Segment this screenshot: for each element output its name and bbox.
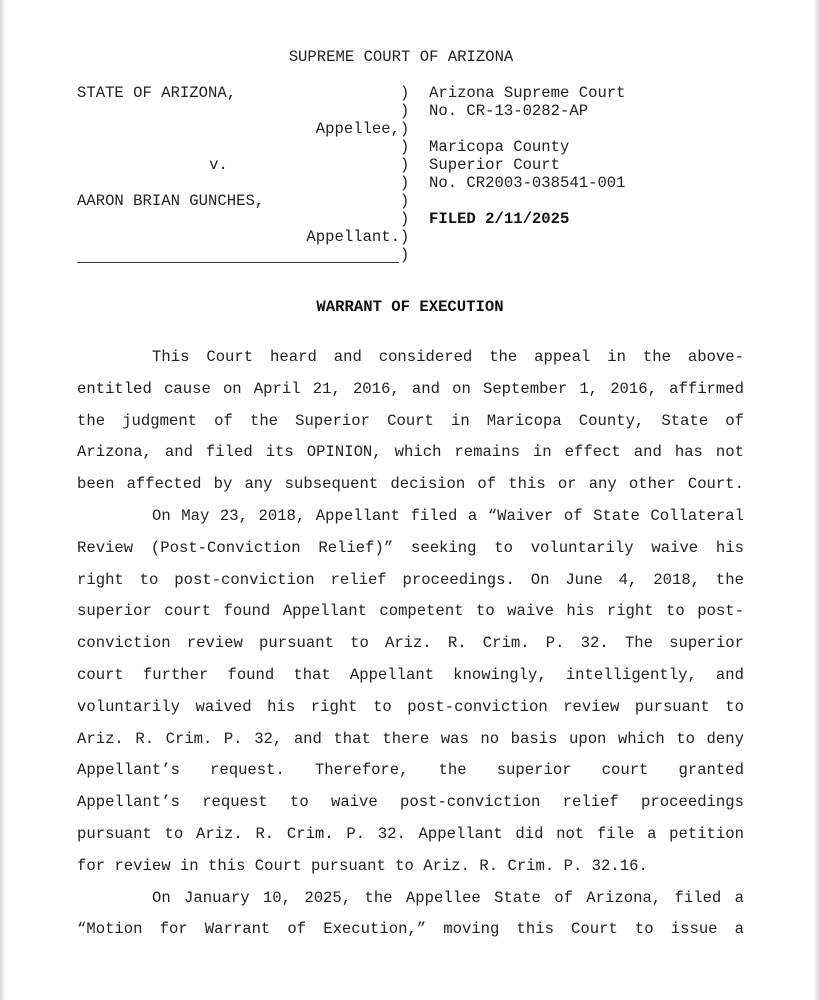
caption-party: Appellant. xyxy=(306,228,400,246)
case-info: Superior Court xyxy=(429,156,561,174)
caption-rule xyxy=(77,262,399,263)
case-info: Arizona Supreme Court xyxy=(429,84,626,102)
paragraph-line: Appellant’s request to waive post-conviction relief proceedings xyxy=(77,793,744,812)
caption-party: Appellee, xyxy=(315,120,400,138)
paragraph-line: superior court found Appellant competent to waive his right to post- xyxy=(77,602,744,621)
caption-row xyxy=(77,210,626,228)
paragraph-line: entitled cause on April 21, 2016, and on September 1, 2016, affirmed xyxy=(77,379,744,398)
case-info: Maricopa County xyxy=(429,138,570,156)
case-caption xyxy=(77,84,626,264)
page-edge-right xyxy=(813,0,819,1000)
document-title: WARRANT OF EXECUTION xyxy=(316,298,504,316)
caption-row xyxy=(77,156,626,174)
caption-paren: ) xyxy=(400,120,410,138)
paragraph-line: court further found that Appellant knowingly, intelligently, and xyxy=(77,665,744,684)
caption-row xyxy=(77,102,626,120)
caption-row xyxy=(77,192,626,210)
paragraph-line: On May 23, 2018, Appellant filed a “Waiver of State Collateral xyxy=(152,506,744,525)
caption-paren: ) xyxy=(400,174,410,192)
paragraph-line: conviction review pursuant to Ariz. R. Crim. P. 32. The superior xyxy=(77,634,744,653)
case-info: No. CR2003-038541-001 xyxy=(429,174,626,192)
paragraph-line: On January 10, 2025, the Appellee State of Arizona, filed a xyxy=(152,888,744,907)
caption-party: AARON BRIAN GUNCHES, xyxy=(77,192,265,210)
caption-party xyxy=(77,210,400,228)
page-edge-left xyxy=(0,0,6,1000)
caption-paren: ) xyxy=(400,138,410,156)
filed-date: FILED 2/11/2025 xyxy=(429,210,570,228)
caption-party xyxy=(77,174,400,192)
paragraph-line: been affected by any subsequent decision of this or any other Court. xyxy=(77,475,744,494)
caption-row xyxy=(77,228,626,246)
paragraph-line: pursuant to Ariz. R. Crim. P. 32. Appellant did not file a petition xyxy=(77,824,744,843)
caption-row xyxy=(77,174,626,192)
caption-party: v. xyxy=(209,156,228,174)
caption-paren: ) xyxy=(400,102,410,120)
paragraph-line: “Motion for Warrant of Execution,” moving this Court to issue a xyxy=(77,920,744,939)
court-name: SUPREME COURT OF ARIZONA xyxy=(288,48,514,66)
paragraph-line: Appellant’s request. Therefore, the superior court granted xyxy=(77,761,744,780)
caption-paren: ) xyxy=(400,228,410,246)
caption-party: STATE OF ARIZONA, xyxy=(77,84,237,102)
paragraph-line: Arizona, and filed its OPINION, which remains in effect and has not xyxy=(77,443,744,462)
case-info: No. CR-13-0282-AP xyxy=(429,102,589,120)
caption-paren: ) xyxy=(400,84,410,102)
paragraph-line: This Court heard and considered the appeal in the above- xyxy=(152,348,744,366)
paragraph-line: for review in this Court pursuant to Ariz. R. Crim. P. 32.16. xyxy=(77,856,648,875)
caption-paren: ) xyxy=(400,210,410,228)
caption-party xyxy=(77,138,400,156)
caption-row xyxy=(77,120,626,138)
caption-row xyxy=(77,138,626,156)
paragraph-line: the judgment of the Superior Court in Maricopa County, State of xyxy=(77,411,744,430)
document-body xyxy=(77,346,744,950)
paragraph-line: voluntarily waived his right to post-conviction review pursuant to xyxy=(77,697,744,716)
caption-paren: ) xyxy=(400,156,410,174)
caption-paren: ) xyxy=(400,246,410,264)
caption-party xyxy=(77,102,400,120)
caption-row xyxy=(77,84,626,102)
paragraph-line: Review (Post-Conviction Relief)” seeking to voluntarily waive his xyxy=(77,538,744,557)
paragraph-line: Ariz. R. Crim. P. 32, and that there was no basis upon which to deny xyxy=(77,729,744,748)
caption-paren: ) xyxy=(400,192,410,210)
paragraph-line: right to post-conviction relief proceedings. On June 4, 2018, the xyxy=(77,570,744,589)
